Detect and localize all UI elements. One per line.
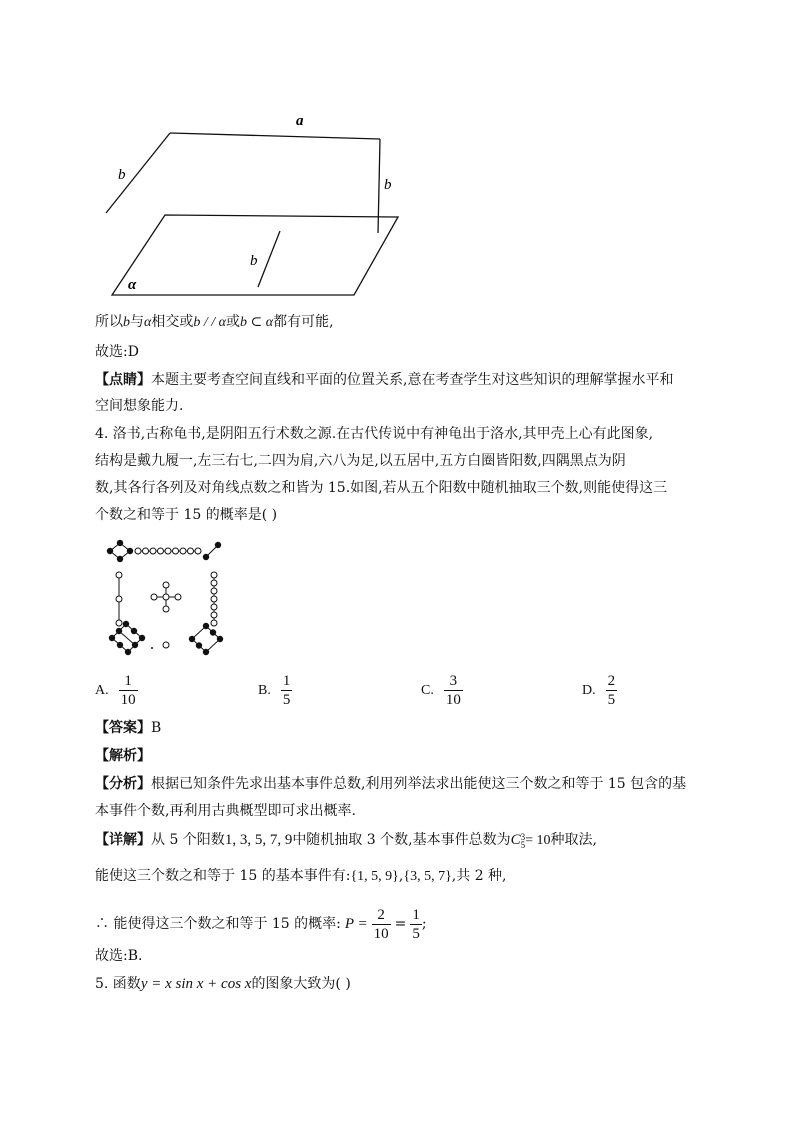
q4-fenxi-1: 【分析】根据已知条件先求出基本事件总数,利用列举法求出能使这三个数之和等于 15 包含的基	[95, 776, 687, 792]
q3-conclusion: 所以b与α相交或b / / α或b ⊂ α都有可能,	[95, 314, 334, 330]
q4-final-answer: 故选:B.	[95, 948, 143, 964]
label-a: a	[296, 113, 304, 129]
q4-analysis-tag: 【解析】	[95, 748, 151, 764]
line-a	[170, 133, 380, 139]
q4-detail-1: 【详解】从 5 个阳数1, 3, 5, 7, 9中随机抽取 3 个数,基本事件总数为C 3 5 = 10种取法,	[95, 831, 597, 850]
option-d[interactable]: D. $\frac{2}{5}$	[582, 673, 616, 708]
label-b-left: b	[118, 167, 126, 183]
luoshu-white-dots	[116, 548, 217, 648]
q4-stem-2: 结构是戴九履一,左三右七,二四为肩,六八为足,以五居中,五方白圈皆阳数,四隅黑点为阴	[95, 453, 626, 469]
q4-answer: 【答案】B	[95, 720, 162, 736]
line-b-left	[106, 133, 170, 213]
option-c[interactable]: C. $\frac{3}{10}$	[421, 673, 461, 708]
option-a[interactable]: A. $\frac{1}{10}$	[95, 673, 136, 708]
label-b-right: b	[384, 177, 392, 193]
plane-line-figure	[100, 105, 410, 300]
label-alpha: α	[128, 277, 137, 293]
q4-detail-2: 能使这三个数之和等于 15 的基本事件有:{1, 5, 9},{3, 5, 7},共 2 种,	[95, 868, 507, 884]
q3-comment-1: 【点睛】本题主要考查空间直线和平面的位置关系,意在考查学生对这些知识的理解掌握水平和	[95, 372, 674, 388]
q3-comment-2: 空间想象能力.	[95, 398, 184, 414]
label-b-mid: b	[250, 253, 258, 269]
q4-stem-1: 4. 洛书,古称龟书,是阴阳五行术数之源.在古代传说中有神龟出于洛水,其甲壳上心有此图象,	[95, 426, 654, 442]
line-b-in-plane	[258, 231, 280, 287]
q4-fenxi-2: 本事件个数,再利用古典概型即可求出概率.	[95, 803, 356, 819]
line-b-right	[378, 139, 380, 233]
q4-stem-4: 个数之和等于 15 的概率是( )	[95, 507, 278, 523]
q5-stem: 5. 函数y = x sin x + cos x的图象大致为( )	[95, 976, 351, 992]
q4-stem-3: 数,其各行各列及对角线点数之和皆为 15.如图,若从五个阳数中随机抽取三个数,则能使得这三	[95, 480, 668, 496]
option-b[interactable]: B. $\frac{1}{5}$	[258, 673, 291, 708]
q4-detail-3: ∴ 能使得这三个数之和等于 15 的概率: P = $\frac{2}{10}$ = $\frac{1}{5}$ ;	[95, 906, 427, 942]
q3-answer: 故选:D	[95, 344, 139, 360]
luoshu-figure	[100, 535, 235, 657]
